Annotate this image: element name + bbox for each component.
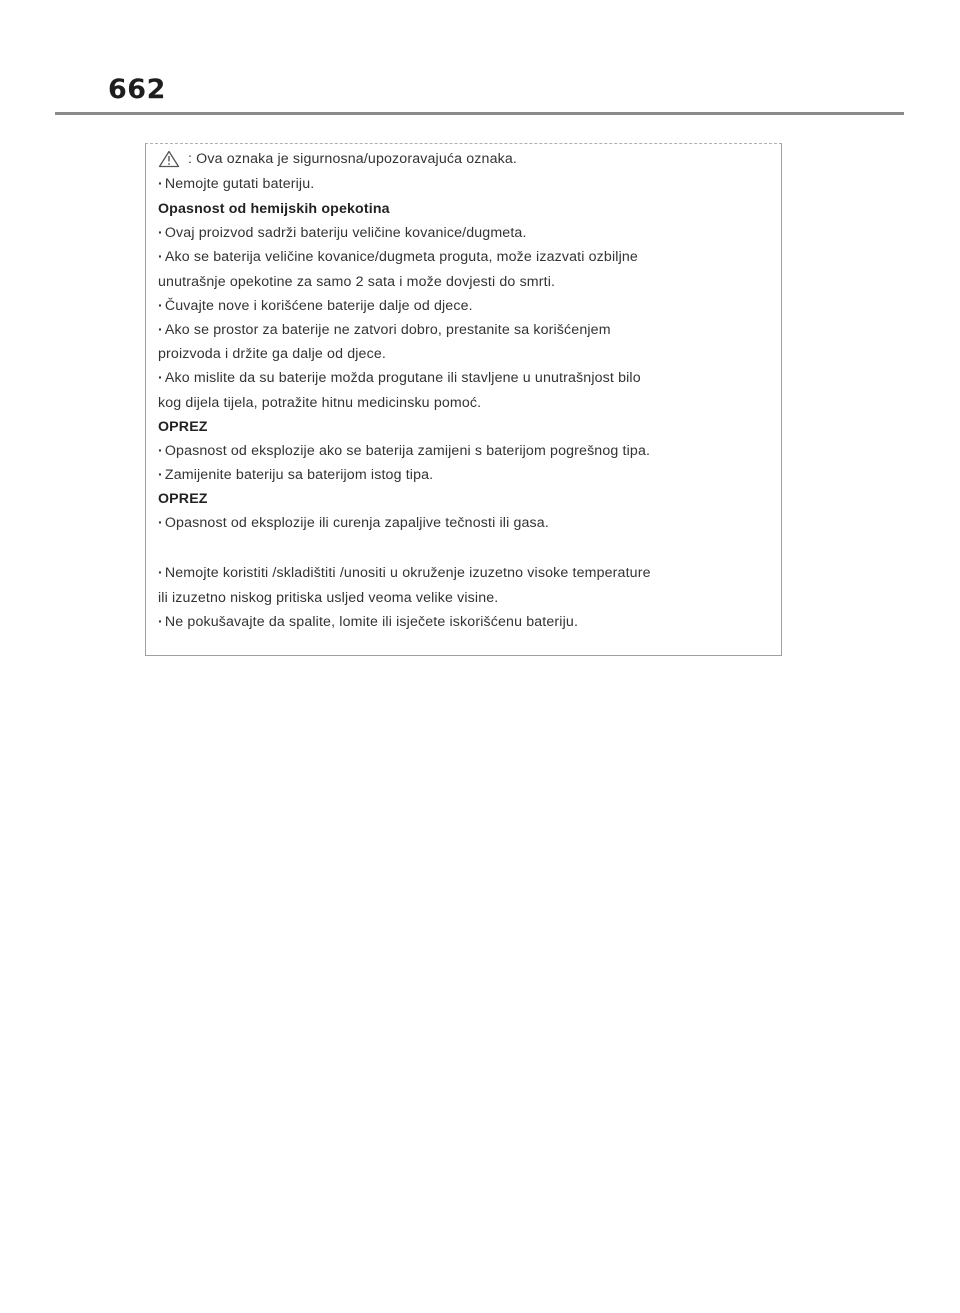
notice-heading: Opasnost od hemijskih opekotina <box>158 201 390 217</box>
notice-line: ili izuzetno niskog pritiska usljed veoma velike visine. <box>158 590 499 606</box>
notice-heading: OPREZ <box>158 419 208 435</box>
warning-symbol-text: : Ova oznaka je sigurnosna/upozoravajuća oznaka. <box>188 151 517 167</box>
header-divider <box>55 112 904 115</box>
warning-symbol-line <box>158 150 517 168</box>
notice-line: unutrašnje opekotine za samo 2 sata i može dovjesti do smrti. <box>158 274 556 290</box>
notice-line: · Opasnost od eksplozije ako se baterija zamijeni s baterijom pogrešnog tipa. <box>158 442 650 460</box>
notice-line: · Opasnost od eksplozije ili curenja zapaljive tečnosti ili gasa. <box>158 514 549 532</box>
warning-triangle-icon <box>158 150 180 168</box>
notice-line: · Nemojte koristiti /skladištiti /unositi u okruženje izuzetno visoke temperature <box>158 564 651 582</box>
notice-heading: OPREZ <box>158 491 208 507</box>
notice-line: · Ne pokušavajte da spalite, lomite ili isječete iskorišćenu bateriju. <box>158 613 578 631</box>
notice-line: proizvoda i držite ga dalje od djece. <box>158 346 386 362</box>
notice-line: · Ako mislite da su baterije možda progutane ili stavljene u unutrašnjost bilo <box>158 369 641 387</box>
notice-line: kog dijela tijela, potražite hitnu medicinsku pomoć. <box>158 395 482 411</box>
battery-safety-notice <box>145 143 782 656</box>
notice-line: · Ovaj proizvod sadrži bateriju veličine kovanice/dugmeta. <box>158 224 527 242</box>
notice-line: · Ako se prostor za baterije ne zatvori dobro, prestanite sa korišćenjem <box>158 321 611 339</box>
notice-line: · Nemojte gutati bateriju. <box>158 175 314 193</box>
notice-line: · Čuvajte nove i korišćene baterije dalje od djece. <box>158 297 473 315</box>
notice-line: · Ako se baterija veličine kovanice/dugmeta proguta, može izazvati ozbiljne <box>158 248 638 266</box>
page-number: 662 <box>108 74 166 105</box>
notice-line: · Zamijenite bateriju sa baterijom istog tipa. <box>158 466 433 484</box>
